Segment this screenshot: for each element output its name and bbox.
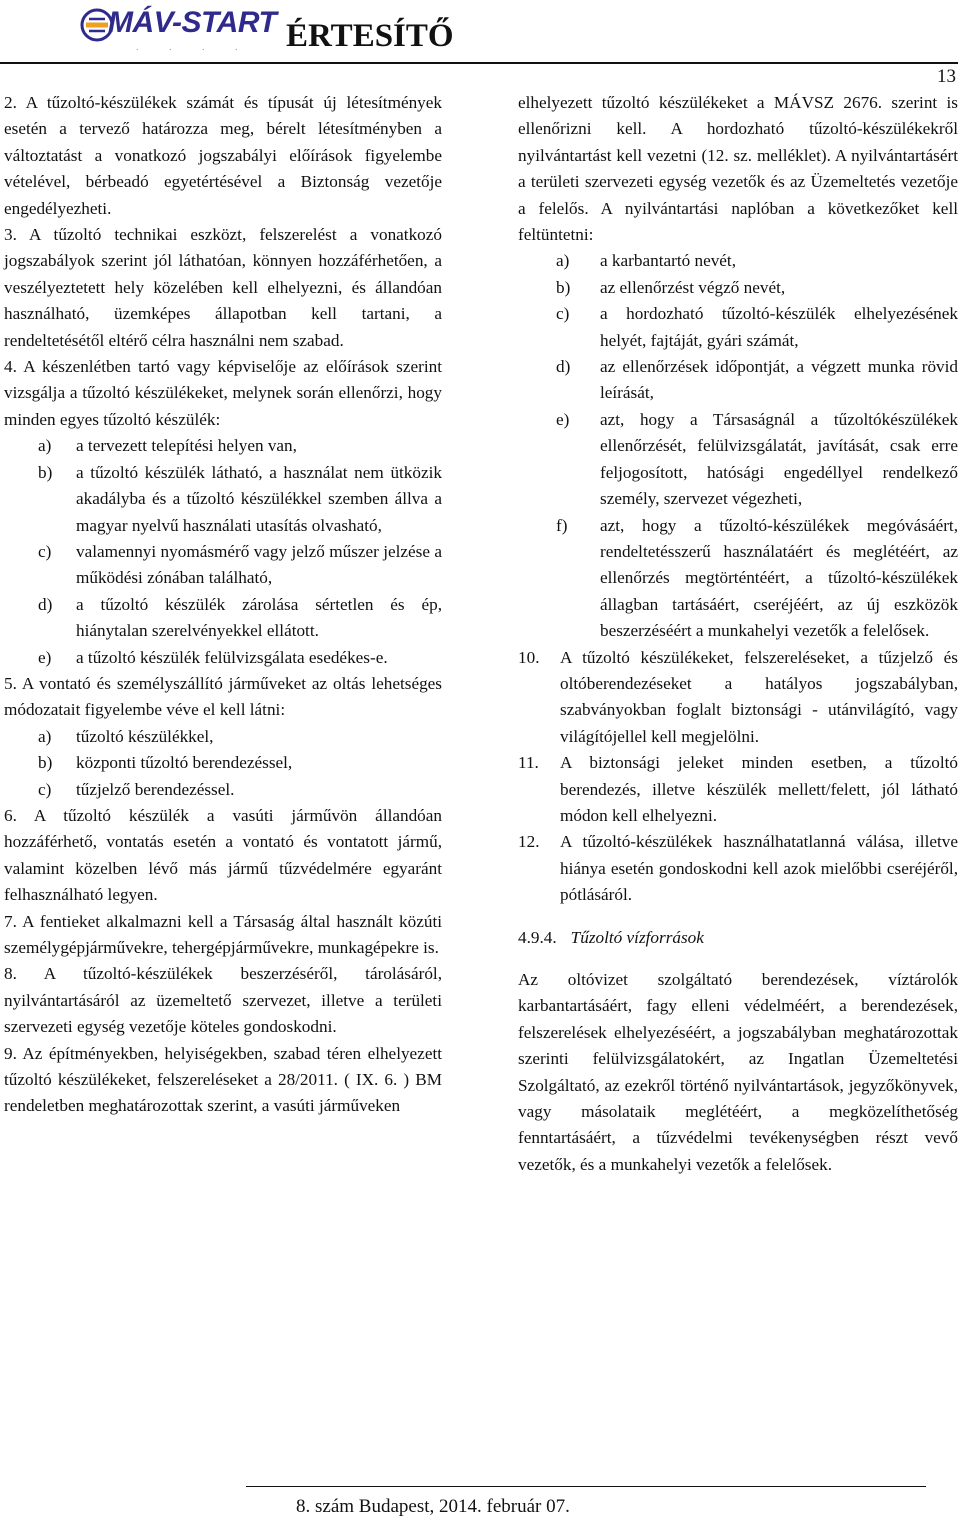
paragraph-8: 8. A tűzoltó-készülékek beszerzéséről, tárolásáról, nyilvántartásáról az üzemeltető szervezet, illetve a területi szervezeti egység vezetője köteles gondoskodni. bbox=[4, 964, 442, 1037]
list-item: f) azt, hogy a tűzoltó-készülékek megóvásáért, rendeltetésszerű használatáért és meglétéért, az ellenőrzés megtörténtéért, a tűzoltó-készülékek állagban tartásáért, cseréjéért, az új eszközök beszerzéséért a munkahelyi vezetők a felelősek. bbox=[556, 515, 958, 641]
list-item: a) a tervezett telepítési helyen van, bbox=[38, 436, 297, 456]
list-item: a) tűzoltó készülékkel, bbox=[38, 726, 214, 746]
vehicle-equipment-list bbox=[4, 724, 442, 803]
list-item: c) tűzjelző berendezéssel. bbox=[38, 779, 235, 799]
logo-wordmark: MÁV-START bbox=[108, 6, 277, 39]
list-item: b) központi tűzoltó berendezéssel, bbox=[38, 753, 293, 773]
section-heading bbox=[518, 925, 958, 951]
section-title: Tűzoltó vízforrások bbox=[570, 927, 704, 947]
paragraph-5: 5. A vontató és személyszállító járműveket az oltás lehetséges módozatait figyelembe véve el kell látni: bbox=[4, 673, 442, 720]
numbered-paragraphs bbox=[518, 645, 958, 909]
extinguisher-check-list bbox=[4, 433, 442, 671]
paragraph-6: 6. A tűzoltó készülék a vasúti járművön állandóan hozzáférhető, vontatás esetén a vontató és vontatott jármű, valamint közelben lévő más jármű tűzvédelmére egyaránt felhasználható legyen. bbox=[4, 805, 442, 905]
paragraph-9-continued: elhelyezett tűzoltó készülékeket a MÁVSZ 2676. szerint is ellenőrizni kell. A hordozható tűzoltó-készülékekről nyilvántartást kell vezetni (12. sz. melléklet). A nyilvántartásért a területi szervezeti egység vezetők és az Üzemeltetés vezetője a felelős. A nyilvántartási naplóban a következőket kell feltüntetni: bbox=[518, 93, 958, 245]
list-item: e) a tűzoltó készülék felülvizsgálata esedékes-e. bbox=[38, 647, 388, 667]
publication-title: ÉRTESÍTŐ bbox=[286, 18, 454, 54]
list-item: c) valamennyi nyomásmérő vagy jelző műszer jelzése a működési zónában található, bbox=[38, 541, 442, 588]
list-item: d) a tűzoltó készülék zárolása sértetlen és ép, hiánytalan szerelvényekkel ellátott. bbox=[38, 594, 442, 641]
paragraph-7: 7. A fentieket alkalmazni kell a Társaság által használt közúti személygépjárművekre, tehergépjárművekre, munkagépekre is. bbox=[4, 911, 442, 957]
list-item: b) az ellenőrzést végző nevét, bbox=[556, 277, 786, 297]
page-number: 13 bbox=[937, 66, 956, 87]
paragraph-9: 9. Az építményekben, helyiségekben, szabad téren elhelyezett tűzoltó készülékeket, felszereléseket a 28/2011. ( IX. 6. ) BM rendeletben meghatározottak szerint, a vasúti járműveken bbox=[4, 1043, 442, 1116]
page-footer: 8. szám Budapest, 2014. február 07. bbox=[296, 1496, 570, 1517]
page-header bbox=[0, 0, 960, 87]
paragraph-3: 3. A tűzoltó technikai eszközt, felszerelést a vonatkozó jogszabályok szerint jól láthatóan, könnyen hozzáférhetően, a veszélyeztetett hely közelében kell elhelyezni, és állandóan használható, üzemképes állapotban kell tartani, a rendeltetésétől eltérő célra használni nem szabad. bbox=[4, 225, 442, 350]
right-column bbox=[518, 90, 958, 1178]
log-contents-list bbox=[518, 248, 958, 644]
numbered-item: 12. A tűzoltó-készülékek használhatatlanná válása, illetve hiánya esetén gondoskodni kell azok mielőbbi cseréjéről, pótlásáról. bbox=[518, 832, 958, 905]
left-column bbox=[4, 90, 442, 1120]
numbered-item: 11. A biztonsági jeleket minden esetben, a tűzoltó berendezés, illetve készülék mellett/felett, jól látható módon kell elhelyezni. bbox=[518, 753, 958, 825]
numbered-item: 10. A tűzoltó készülékeket, felszereléseket, a tűzjelző és oltóberendezéseket a hatályos jogszabályban, szabványokban foglalt biztonsági - utánvilágító, vagy világítójellel kell megjelölni. bbox=[518, 647, 958, 746]
logo-dots: . . . . bbox=[136, 42, 252, 52]
section-paragraph: Az oltóvizet szolgáltató berendezések, víztárolók karbantartásáért, fagy elleni védelméért, a berendezések, felszerelések elhelyezéséért, a jogszabályban meghatározottak szerinti felülvizsgálatokért, az Ingatlan Üzemeltetési Szolgáltató, az ezekről történő nyilvántartások, jegyzőkönyvek, vagy másolataik meglétéért, a megközelíthetőség fenntartásáért, a tűzvédelmi tevékenységben részt vevő vezetők, és a munkahelyi vezetők a felelősek. bbox=[518, 970, 958, 1174]
list-item: a) a karbantartó nevét, bbox=[556, 251, 736, 271]
header-rule bbox=[0, 62, 958, 64]
mav-start-logo bbox=[80, 2, 277, 58]
list-item: c) a hordozható tűzoltó-készülék elhelyezésének helyét, fajtáját, gyári számát, bbox=[556, 304, 958, 350]
list-item: d) az ellenőrzések időpontját, a végzett munka rövid leírását, bbox=[556, 357, 958, 403]
section-number: 4.9.4. bbox=[518, 927, 557, 947]
paragraph-2: 2. A tűzoltó-készülékek számát és típusát új létesítmények esetén a tervező határozza meg, bérelt létesítményben a változtatást a vonatkozó jogszabályi előírások figyelembe vételével, bérbeadó egyetértésével a Biztonság vezetője engedélyezheti. bbox=[4, 93, 442, 218]
paragraph-4: 4. A készenlétben tartó vagy képviselője az előírások szerint vizsgálja a tűzoltó készülékeket, melynek során ellenőrzi, hogy minden egyes tűzoltó készülék: bbox=[4, 357, 442, 429]
footer-rule bbox=[246, 1486, 926, 1487]
list-item: e) azt, hogy a Társaságnál a tűzoltókészülékek ellenőrzését, felülvizsgálatát, javítását, csak erre feljogosított, hatósági engedéllyel rendelkező személy, szervezet végezheti, bbox=[556, 409, 958, 509]
list-item: b) a tűzoltó készülék látható, a használat nem ütközik akadályba és a tűzoltó készülékkel szemben állva a magyar nyelvű használati utasítás olvasható, bbox=[38, 462, 442, 535]
